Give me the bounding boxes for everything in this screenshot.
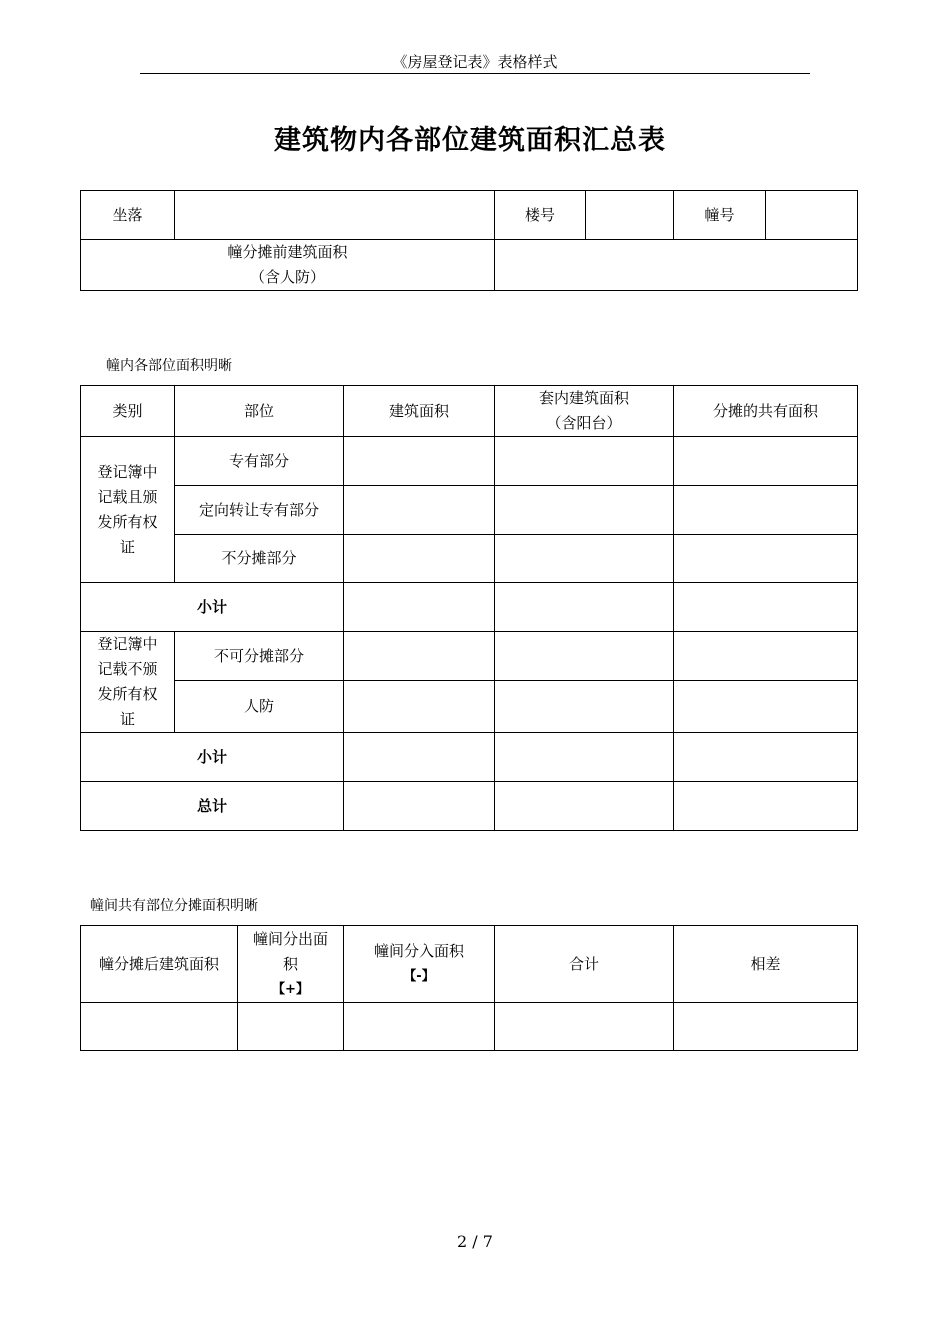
data-cell[interactable]	[495, 681, 674, 733]
data-cell[interactable]	[344, 733, 495, 782]
header-inner-area-line2: （含阳台）	[546, 414, 622, 432]
data-cell[interactable]	[344, 535, 495, 583]
header-rule	[140, 73, 810, 74]
data-cell[interactable]	[674, 681, 858, 733]
data-cell[interactable]	[344, 583, 495, 632]
data-cell[interactable]	[674, 583, 858, 632]
header-category: 类别	[81, 386, 175, 437]
data-cell[interactable]	[674, 632, 858, 681]
building-no-value-cell[interactable]	[586, 191, 674, 240]
data-cell[interactable]	[674, 782, 858, 831]
group2-category	[81, 632, 175, 733]
header-sum: 合计	[495, 926, 674, 1003]
data-cell[interactable]	[344, 632, 495, 681]
header-area-out-line2: 积	[282, 954, 298, 973]
group2-category-line: 记载不颁	[97, 660, 158, 678]
data-cell[interactable]	[344, 486, 495, 535]
data-cell[interactable]	[344, 437, 495, 486]
building-no-label: 楼号	[495, 191, 586, 240]
data-cell[interactable]	[495, 782, 674, 831]
document-title: 建筑物内各部位建筑面积汇总表	[274, 125, 666, 156]
group2-category-line: 证	[119, 710, 135, 728]
internal-area-table	[80, 385, 858, 831]
data-cell[interactable]	[674, 437, 858, 486]
pre-apportion-label-line1: 幢分摊前建筑面积	[227, 243, 348, 261]
data-cell[interactable]	[81, 1003, 238, 1051]
group1-category	[81, 437, 175, 583]
shared-area-table	[80, 925, 858, 1051]
group1-category-line: 证	[119, 537, 135, 556]
header-shared-area: 分摊的共有面积	[674, 386, 858, 437]
group2-subtotal-label: 小计	[81, 733, 344, 782]
page-number: 2 / 7	[457, 1232, 493, 1251]
header-area-in	[344, 926, 495, 1003]
running-header: 《房屋登记表》表格样式	[392, 53, 558, 71]
row-part-civil-defense: 人防	[175, 681, 344, 733]
data-cell[interactable]	[495, 632, 674, 681]
data-cell[interactable]	[495, 437, 674, 486]
header-area-in-mark: 【-】	[403, 969, 435, 984]
header-area-out-mark: 【+】	[272, 981, 309, 997]
data-cell[interactable]	[495, 583, 674, 632]
header-building-area: 建筑面积	[344, 386, 495, 437]
data-cell[interactable]	[238, 1003, 344, 1051]
row-part-exclusive: 专有部分	[175, 437, 344, 486]
total-label: 总计	[81, 782, 344, 831]
unit-no-value-cell[interactable]	[766, 191, 858, 240]
group1-category-line: 登记簿中	[97, 462, 158, 481]
data-cell[interactable]	[344, 681, 495, 733]
data-cell[interactable]	[495, 535, 674, 583]
header-post-apportion-area: 幢分摊后建筑面积	[81, 926, 238, 1003]
location-value-cell[interactable]	[175, 191, 495, 240]
header-difference: 相差	[674, 926, 858, 1003]
group2-category-line: 登记簿中	[97, 635, 158, 653]
data-cell[interactable]	[674, 733, 858, 782]
data-cell[interactable]	[674, 1003, 858, 1051]
header-inner-area-line1: 套内建筑面积	[538, 389, 629, 407]
group1-category-line: 记载且颁	[97, 487, 158, 506]
unit-no-label: 幢号	[674, 191, 766, 240]
pre-apportion-label-line2: （含人防）	[249, 268, 325, 286]
header-area-out	[238, 926, 344, 1003]
header-area-out-line1: 幢间分出面	[252, 929, 328, 948]
data-cell[interactable]	[344, 1003, 495, 1051]
group1-subtotal-label: 小计	[81, 583, 344, 632]
header-inner-area	[495, 386, 674, 437]
data-cell[interactable]	[674, 486, 858, 535]
section1-title: 幢内各部位面积明晰	[106, 358, 232, 374]
pre-apportion-area-label	[81, 240, 495, 291]
group1-category-line: 发所有权	[97, 512, 158, 531]
row-part-directed-transfer: 定向转让专有部分	[175, 486, 344, 535]
header-area-in-line1: 幢间分入面积	[373, 942, 464, 960]
data-cell[interactable]	[495, 1003, 674, 1051]
group2-category-line: 发所有权	[97, 685, 158, 703]
section2-title: 幢间共有部位分摊面积明晰	[90, 898, 258, 914]
header-part: 部位	[175, 386, 344, 437]
data-cell[interactable]	[674, 535, 858, 583]
row-part-non-apportioned: 不分摊部分	[175, 535, 344, 583]
location-table	[80, 190, 858, 291]
data-cell[interactable]	[495, 733, 674, 782]
data-cell[interactable]	[344, 782, 495, 831]
row-part-non-apportionable: 不可分摊部分	[175, 632, 344, 681]
location-label: 坐落	[81, 191, 175, 240]
pre-apportion-area-value-cell[interactable]	[495, 240, 858, 291]
data-cell[interactable]	[495, 486, 674, 535]
